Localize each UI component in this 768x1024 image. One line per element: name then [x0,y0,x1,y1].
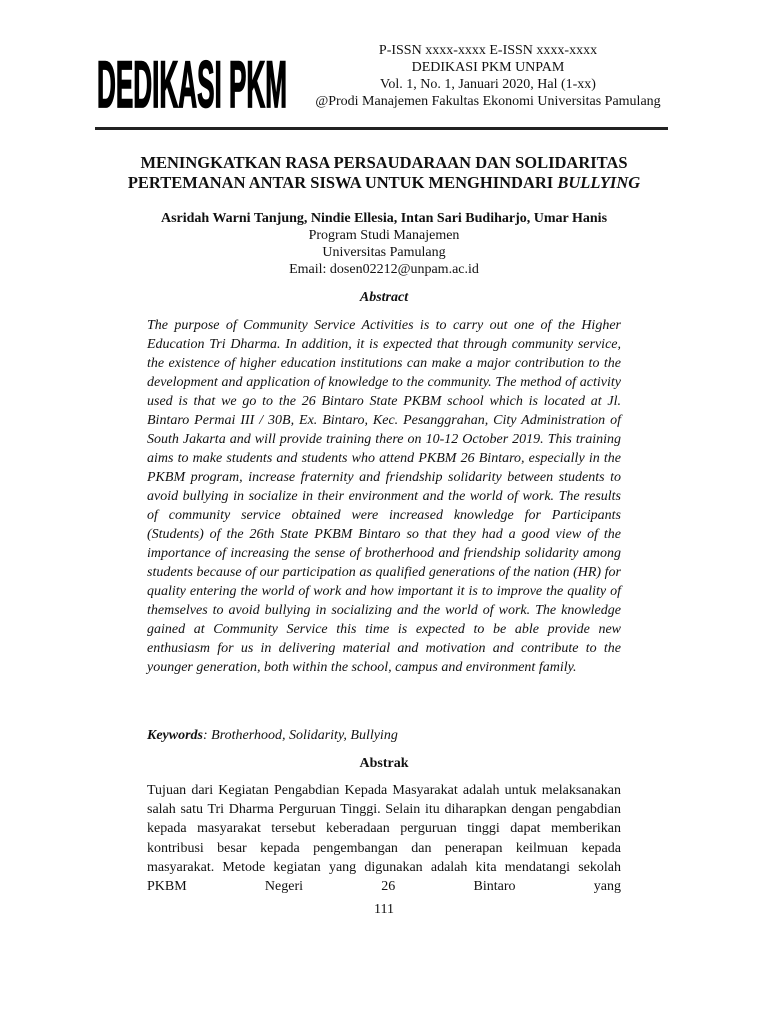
keywords-values: : Brotherhood, Solidarity, Bullying [203,728,398,743]
journal-name: DEDIKASI PKM UNPAM [411,60,565,75]
abstrak-text: Tujuan dari Kegiatan Pengabdian Kepada Masyarakat adalah untuk melaksanakan salah satu Tri Dharma Perguruan Tinggi. Selain itu diharapkan dengan pengabdian kepada masyarakat tersebut keberadaan perguruan tinggi dapat memberikan kontribusi besar kepada pengembangan dan penerapan keilmuan kepada masyarakat. Metode kegiatan yang digunakan adalah kita mendatangi sekolah PKBM Negeri 26 Bintaro yang [147,783,621,895]
journal-header-info [300,42,676,110]
issn-line: P-ISSN xxxx-xxxx E-ISSN xxxx-xxxx [378,43,598,58]
journal-logo-text: DEDIKASI PKM [97,47,287,122]
abstract-text: The purpose of Community Service Activities is to carry out one of the Higher Education Tri Dharma. In addition, it is expected that through community service, the existence of higher education institutions can make a major contribution to the development and application of knowledge to the community. The method of activity used is that we go to the 26 Bintaro State PKBM school which is located at Jl. Bintaro Permai III / 30B, Ex. Bintaro, Kec. Pesanggrahan, City Administration of South Jakarta and will provide training there on 10-12 October 2019. This training aims to make students and students who attend PKBM 26 Bintaro, especially in the PKBM program, increase fraternity and friendship solidarity between students to avoid bullying in socialize in their environment and the world of work. The results of community service obtained were increased knowledge for Participants (Students) of the 26th State PKBM Bintaro so that they had a good view of the importance of increasing the sense of brotherhood and friendship solidarity among students because of our participation as qualified generations of the nation (HR) for quality entering the world of work and how important it is to improve the quality of themselves to avoid bullying in socializing and the world of work. The knowledge gained at Community Service this time is expected to be able provide new enthusiasm for us in delivering material and motivation and contribute to the younger generation, both within the school, campus and environment family. [147,318,621,675]
keywords-line [147,728,621,744]
author-university: Universitas Pamulang [322,245,446,260]
author-names: Asridah Warni Tanjung, Nindie Ellesia, Intan Sari Budiharjo, Umar Hanis [160,211,608,226]
article-title [90,153,678,193]
author-email: Email: dosen02212@unpam.ac.id [289,262,479,277]
title-line-1: MENINGKATKAN RASA PERSAUDARAAN DAN SOLIDARITAS [140,153,628,172]
abstrak-heading: Abstrak [359,756,409,771]
author-block [90,210,678,278]
author-program: Program Studi Manajemen [308,228,460,243]
title-line-2 [90,173,678,193]
title-line-2-text: PERTEMANAN ANTAR SISWA UNTUK MENGHINDARI [127,173,554,192]
header-divider [95,127,668,130]
abstract-heading: Abstract [359,290,409,305]
keywords-label: Keywords [147,728,203,743]
affiliation-line: @Prodi Manajemen Fakultas Ekonomi Universitas Pamulang [315,94,661,109]
title-italic-word: BULLYING [557,173,641,192]
volume-line: Vol. 1, No. 1, Januari 2020, Hal (1-xx) [380,77,596,92]
journal-logo [94,40,290,126]
page-number: 111 [374,902,394,917]
